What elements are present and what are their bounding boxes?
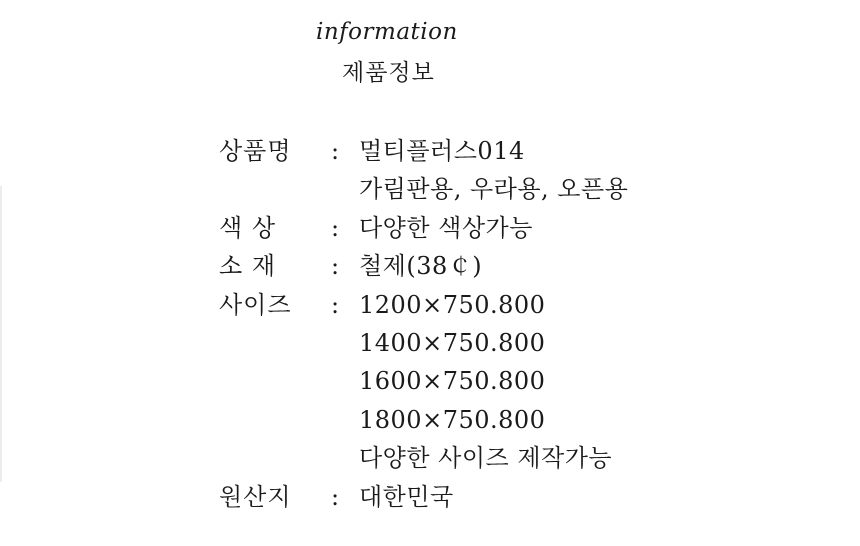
spec-colon: : (330, 137, 340, 165)
spec-colon: : (330, 482, 340, 511)
spec-value: 1400×750.800 (359, 329, 546, 358)
spec-row-size (219, 286, 628, 478)
spec-values (359, 286, 612, 478)
spec-value: 가림판용, 우라용, 오픈용 (359, 175, 629, 204)
spec-label-text: 상품명 (219, 137, 292, 165)
spec-row-product-name (219, 132, 628, 209)
section-title-english: information (316, 19, 458, 45)
spec-values (359, 478, 454, 516)
spec-label (219, 209, 311, 247)
spec-colon: : (330, 252, 340, 281)
product-spec-table (219, 132, 628, 516)
spec-row-color (219, 209, 628, 247)
spec-value: 다양한 색상가능 (359, 213, 533, 242)
spec-value: 멀티플러스014 (359, 137, 525, 165)
spec-value: 철제(38￠) (359, 252, 483, 281)
section-title-korean: 제품정보 (342, 60, 435, 86)
spec-label (219, 286, 311, 324)
spec-value: 다양한 사이즈 제작가능 (359, 444, 613, 473)
spec-label (219, 478, 311, 516)
spec-label (219, 247, 311, 285)
spec-label-text: 원산지 (219, 482, 292, 511)
spec-value: 1800×750.800 (359, 405, 546, 434)
spec-value: 1200×750.800 (359, 290, 546, 319)
spec-value: 1600×750.800 (359, 367, 546, 396)
spec-label-text: 색 상 (219, 213, 276, 242)
spec-colon: : (330, 213, 340, 242)
spec-label (219, 132, 311, 170)
spec-row-origin (219, 478, 628, 516)
spec-value: 대한민국 (359, 482, 454, 511)
spec-label-text: 사이즈 (219, 290, 292, 319)
spec-row-material (219, 247, 628, 285)
spec-values (359, 247, 482, 285)
spec-values (359, 209, 533, 247)
spec-values (359, 132, 628, 209)
left-edge-divider (0, 186, 2, 482)
spec-colon: : (330, 290, 340, 319)
spec-label-text: 소 재 (219, 252, 276, 281)
